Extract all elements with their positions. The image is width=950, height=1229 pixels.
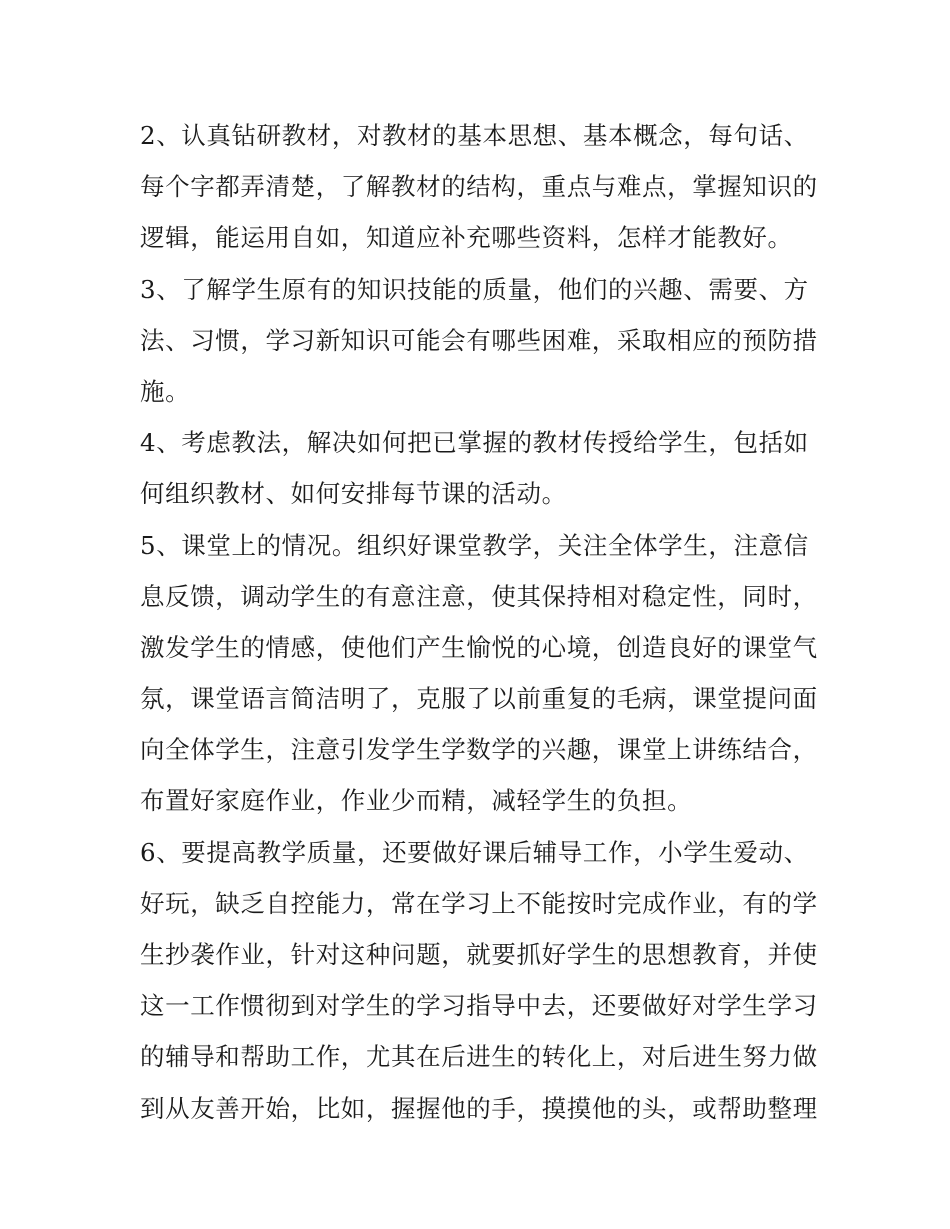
text-line: 何组织教材、如何安排每节课的活动。 xyxy=(140,479,567,509)
text-line: 每个字都弄清楚，了解教材的结构，重点与难点，掌握知识的 xyxy=(140,172,818,202)
paragraph-5 xyxy=(140,520,818,827)
paragraph-2 xyxy=(140,110,818,264)
text-line: 好玩，缺乏自控能力，常在学习上不能按时完成作业，有的学 xyxy=(140,888,818,918)
text-line: 4、考虑教法，解决如何把已掌握的教材传授给学生，包括如 xyxy=(140,428,809,458)
text-line: 施。 xyxy=(140,376,191,406)
paragraph-3 xyxy=(140,264,818,418)
text-line: 5、课堂上的情况。组织好课堂教学，关注全体学生，注意信 xyxy=(140,530,809,560)
text-line: 的辅导和帮助工作，尤其在后进生的转化上，对后进生努力做 xyxy=(140,1042,818,1072)
text-line: 这一工作惯彻到对学生的学习指导中去，还要做好对学生学习 xyxy=(140,991,818,1021)
text-line: 6、要提高教学质量，还要做好课后辅导工作，小学生爱动、 xyxy=(140,837,809,867)
paragraph-6 xyxy=(140,827,818,1134)
document-body xyxy=(140,110,818,1134)
text-line: 法、习惯，学习新知识可能会有哪些困难，采取相应的预防措 xyxy=(140,325,818,355)
text-line: 逻辑，能运用自如，知道应补充哪些资料，怎样才能教好。 xyxy=(140,223,793,253)
text-line: 息反馈，调动学生的有意注意，使其保持相对稳定性，同时， xyxy=(140,581,818,611)
paragraph-4 xyxy=(140,417,815,519)
text-line: 氛，课堂语言简洁明了，克服了以前重复的毛病，课堂提问面 xyxy=(140,684,818,714)
text-line: 向全体学生，注意引发学生学数学的兴趣，课堂上讲练结合， xyxy=(140,735,818,765)
text-line: 到从友善开始，比如，握握他的手，摸摸他的头，或帮助整理 xyxy=(140,1093,818,1123)
text-line: 2、认真钻研教材，对教材的基本思想、基本概念，每句话、 xyxy=(140,121,809,150)
text-line: 生抄袭作业，针对这种问题，就要抓好学生的思想教育，并使 xyxy=(140,940,818,969)
text-line: 激发学生的情感，使他们产生愉悦的心境，创造良好的课堂气 xyxy=(140,632,818,662)
text-line: 3、了解学生原有的知识技能的质量，他们的兴趣、需要、方 xyxy=(140,274,809,304)
text-line: 布置好家庭作业，作业少而精，减轻学生的负担。 xyxy=(140,786,693,816)
